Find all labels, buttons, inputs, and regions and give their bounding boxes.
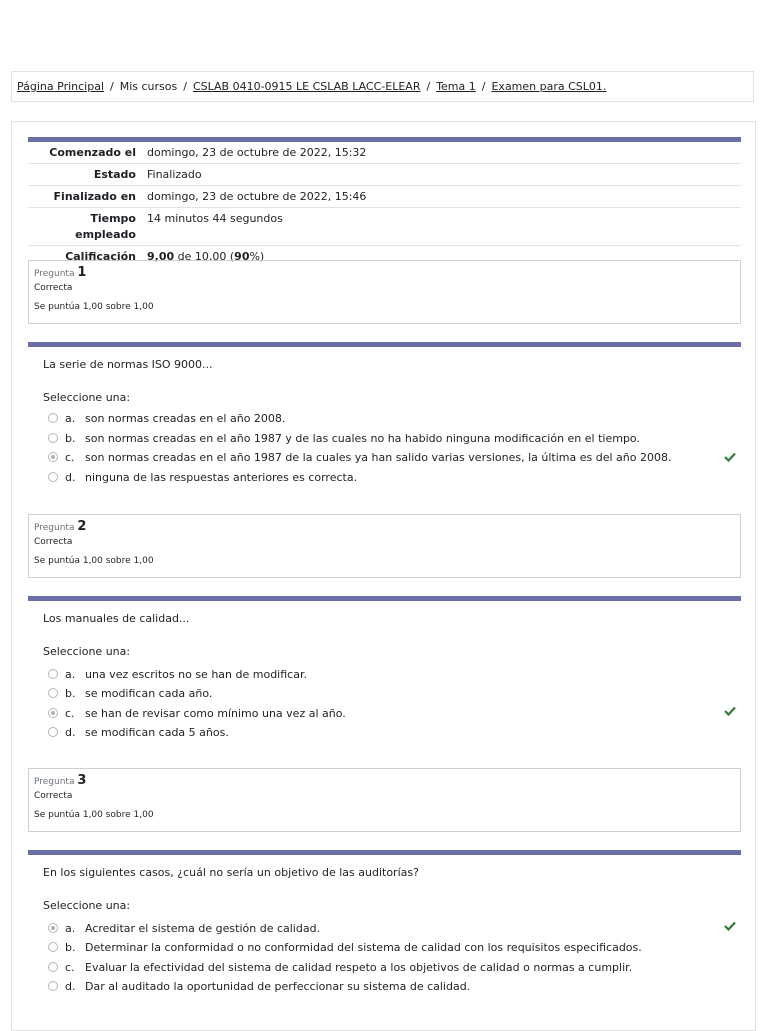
grade-label: Calificación: [65, 250, 136, 263]
summary-row-finished: [28, 186, 741, 208]
question-content: [28, 596, 741, 751]
answer-prompt: Seleccione una:: [43, 899, 131, 912]
answer-option[interactable]: [48, 469, 718, 485]
question-state: Correcta: [34, 537, 73, 547]
question-text: En los siguientes casos, ¿cuál no sería un objetivo de las auditorías?: [43, 866, 419, 879]
answer-option[interactable]: [48, 978, 718, 994]
breadcrumb-topic-link[interactable]: Tema 1: [436, 80, 476, 93]
answer-text: son normas creadas en el año 1987 y de las cuales no ha habido ninguna modificación en el tiempo.: [85, 431, 640, 445]
radio-button[interactable]: [48, 727, 58, 737]
answer-prompt: Seleccione una:: [43, 391, 131, 404]
breadcrumb-course-link[interactable]: CSLAB 0410-0915 LE CSLAB LACC-ELEAR: [192, 80, 421, 93]
radio-button[interactable]: [48, 688, 58, 698]
state-label: Estado: [93, 168, 136, 181]
answer-letter: d.: [65, 725, 76, 739]
answer-option[interactable]: [48, 959, 718, 975]
breadcrumb-separator: /: [110, 80, 114, 93]
grade-value: 9,00 de 10,00 (90%): [147, 250, 265, 263]
summary-row-state: [28, 164, 741, 186]
answer-option[interactable]: [48, 410, 718, 426]
question-info: [28, 514, 741, 578]
time-label: Tiempo empleado: [75, 212, 136, 241]
summary-row-started: [28, 142, 741, 164]
question-info: [28, 260, 741, 324]
radio-button[interactable]: [48, 669, 58, 679]
answer-option[interactable]: [48, 430, 718, 446]
time-value: 14 minutos 44 segundos: [147, 212, 283, 225]
finished-value: domingo, 23 de octubre de 2022, 15:46: [147, 190, 367, 203]
answer-text: se modifican cada 5 años.: [85, 725, 229, 739]
question-text: Los manuales de calidad...: [43, 612, 190, 625]
attempt-summary: [28, 137, 741, 267]
check-icon: [724, 921, 736, 931]
answer-option[interactable]: [48, 666, 718, 682]
question-content: [28, 342, 741, 497]
radio-button[interactable]: [48, 962, 58, 972]
question-state: Correcta: [34, 791, 73, 801]
radio-button[interactable]: [48, 942, 58, 952]
state-value: Finalizado: [147, 168, 202, 181]
question-state: Correcta: [34, 283, 73, 293]
question-content: [28, 850, 741, 1005]
check-icon: [724, 452, 736, 462]
answer-letter: a.: [65, 411, 76, 425]
breadcrumb-home-link[interactable]: Página Principal: [17, 80, 105, 93]
question-number: Pregunta 2: [34, 519, 87, 534]
answer-letter: c.: [65, 960, 75, 974]
started-label: Comenzado el: [49, 146, 136, 159]
answer-option[interactable]: [48, 685, 718, 701]
answer-text: una vez escritos no se han de modificar.: [85, 667, 307, 681]
summary-row-time: [28, 208, 741, 246]
breadcrumb-courses: Mis cursos: [119, 80, 178, 93]
question-number: Pregunta 1: [34, 265, 87, 280]
radio-button-selected[interactable]: [48, 452, 58, 462]
breadcrumb-quiz-link[interactable]: Examen para CSL01.: [491, 80, 607, 93]
answer-text: Acreditar el sistema de gestión de calidad.: [85, 921, 321, 935]
answer-text: se han de revisar como mínimo una vez al año.: [85, 706, 346, 720]
answer-text: son normas creadas en el año 1987 de la cuales ya han salido varias versiones, la última es del año 2008.: [85, 450, 672, 464]
answer-letter: b.: [65, 686, 76, 700]
finished-label: Finalizado en: [53, 190, 136, 203]
answer-text: Evaluar la efectividad del sistema de calidad respeto a los objetivos de calidad o normas a cumplir.: [85, 960, 633, 974]
answer-letter: d.: [65, 979, 76, 993]
answer-letter: b.: [65, 940, 76, 954]
question-number: Pregunta 3: [34, 773, 87, 788]
question-grade: Se puntúa 1,00 sobre 1,00: [34, 810, 154, 820]
breadcrumb-separator: /: [183, 80, 187, 93]
radio-button[interactable]: [48, 981, 58, 991]
radio-button-selected[interactable]: [48, 708, 58, 718]
answer-text: Determinar la conformidad o no conformidad del sistema de calidad con los requisitos especificados.: [85, 940, 642, 954]
question-grade: Se puntúa 1,00 sobre 1,00: [34, 302, 154, 312]
question-info: [28, 768, 741, 832]
answer-text: son normas creadas en el año 2008.: [85, 411, 286, 425]
answer-option[interactable]: [48, 724, 718, 740]
answer-text: Dar al auditado la oportunidad de perfeccionar su sistema de calidad.: [85, 979, 471, 993]
question-text: La serie de normas ISO 9000...: [43, 358, 213, 371]
answer-letter: c.: [65, 706, 75, 720]
answer-text: se modifican cada año.: [85, 686, 213, 700]
answer-option-selected[interactable]: [48, 705, 718, 721]
radio-button-selected[interactable]: [48, 923, 58, 933]
check-icon: [724, 706, 736, 716]
radio-button[interactable]: [48, 472, 58, 482]
question-grade: Se puntúa 1,00 sobre 1,00: [34, 556, 154, 566]
answer-prompt: Seleccione una:: [43, 645, 131, 658]
answer-letter: a.: [65, 667, 76, 681]
radio-button[interactable]: [48, 413, 58, 423]
answer-option-selected[interactable]: [48, 920, 718, 936]
answer-text: ninguna de las respuestas anteriores es correcta.: [85, 470, 358, 484]
breadcrumb-separator: /: [481, 80, 486, 93]
breadcrumb: [11, 71, 754, 102]
answer-option[interactable]: [48, 939, 718, 955]
started-value: domingo, 23 de octubre de 2022, 15:32: [147, 146, 367, 159]
answer-letter: b.: [65, 431, 76, 445]
radio-button[interactable]: [48, 433, 58, 443]
breadcrumb-separator: /: [426, 80, 431, 93]
answer-letter: a.: [65, 921, 76, 935]
answer-option-selected[interactable]: [48, 449, 718, 465]
answer-letter: d.: [65, 470, 76, 484]
answer-letter: c.: [65, 450, 75, 464]
